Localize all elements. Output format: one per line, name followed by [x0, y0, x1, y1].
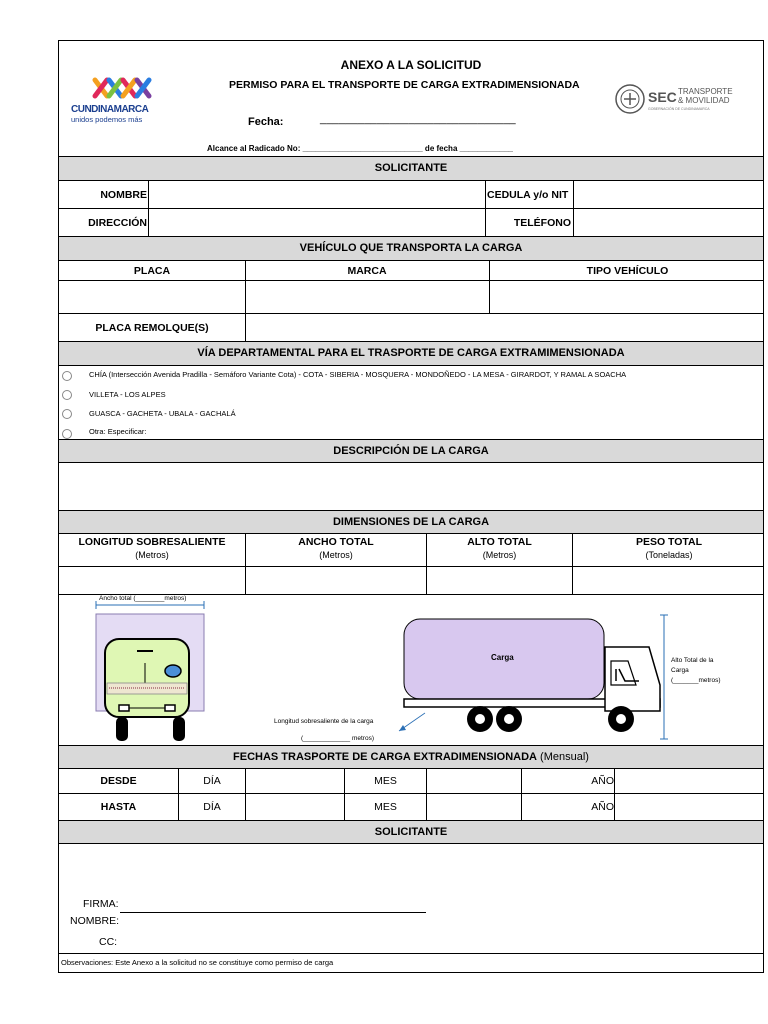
via-option-1-radio[interactable]	[62, 371, 72, 381]
sec-line3: GOBERNACIÓN DE CUNDINAMARCA	[648, 107, 710, 111]
peso-header	[573, 534, 765, 566]
solicitante-band: SOLICITANTE	[59, 157, 763, 180]
direccion-field[interactable]	[149, 209, 484, 236]
longitud-metros-label: (_____________ metros)	[301, 735, 374, 742]
direccion-label: DIRECCIÓN	[88, 216, 147, 229]
longitud-field[interactable]	[59, 567, 245, 594]
alto-total-label-2: Carga	[671, 667, 689, 674]
firma-nombre-label: NOMBRE:	[70, 915, 120, 927]
ancho-unit: (Metros)	[319, 550, 353, 560]
via-option-4-radio[interactable]	[62, 429, 72, 439]
tipo-vehiculo-header: TIPO VEHÍCULO	[586, 264, 669, 277]
firma-band: SOLICITANTE	[59, 821, 763, 843]
coat-of-arms-icon	[614, 83, 646, 115]
hasta-anio-label: AÑO	[591, 801, 614, 813]
placa-header: PLACA	[133, 264, 171, 277]
fechas-band-title: FECHAS TRASPORTE DE CARGA EXTRADIMENSIONADA	[233, 751, 537, 763]
desde-label: DESDE	[100, 775, 137, 787]
via-option-3: GUASCA - GACHETA - UBALA - GACHALÁ	[89, 409, 236, 418]
longitud-title: LONGITUD SOBRESALIENTE	[78, 536, 226, 548]
peso-title: PESO TOTAL	[635, 536, 703, 548]
alto-field[interactable]	[427, 567, 572, 594]
cedula-label: CEDULA y/o NIT	[487, 188, 569, 201]
logo-name: CUNDINAMARCA	[71, 104, 149, 115]
fecha-label: Fecha:	[248, 116, 284, 128]
via-option-4: Otra: Especificar:	[89, 427, 147, 436]
logo-tagline: unidos podemos más	[71, 115, 143, 124]
alto-total-label-3: (_______metros)	[671, 677, 721, 684]
desde-anio-label: AÑO	[591, 775, 614, 787]
fechas-band-mensual: (Mensual)	[536, 751, 589, 763]
via-band: VÍA DEPARTAMENTAL PARA EL TRASPORTE DE CARGA EXTRAMIMENSIONADA	[59, 342, 763, 365]
form-title: ANEXO A LA SOLICITUD	[340, 58, 482, 72]
hasta-mes-field[interactable]	[427, 794, 521, 820]
descripcion-band: DESCRIPCIÓN DE LA CARGA	[59, 440, 763, 462]
longitud-unit: (Metros)	[135, 550, 169, 560]
desde-mes-label: MES	[374, 775, 397, 787]
alto-header	[427, 534, 572, 566]
observaciones-note: Observaciones: Este Anexo a la solicitud no se constituye como permiso de carga	[61, 958, 334, 967]
cundinamarca-emblem-icon	[87, 74, 167, 102]
ancho-header	[246, 534, 426, 566]
desde-dia-label: DÍA	[203, 775, 221, 787]
via-option-2: VILLETA - LOS ALPES	[89, 390, 166, 399]
permit-form	[58, 40, 764, 973]
peso-unit: (Toneladas)	[645, 550, 693, 560]
carga-label: Carga	[491, 653, 514, 662]
dimensiones-band: DIMENSIONES DE LA CARGA	[59, 511, 763, 533]
firma-line[interactable]	[120, 912, 426, 913]
peso-field[interactable]	[573, 567, 763, 594]
cedula-field[interactable]	[574, 181, 763, 208]
desde-anio-field[interactable]	[615, 769, 763, 793]
longitud-sobresaliente-label: Longitud sobresaliente de la carga	[274, 718, 374, 725]
sec-logo	[614, 83, 734, 123]
placa-remolque-label: PLACA REMOLQUE(S)	[95, 321, 209, 334]
sec-line2: & MOVILIDAD	[678, 96, 730, 105]
ancho-total-label: Ancho total (________metros)	[99, 595, 187, 602]
longitud-header	[59, 534, 245, 566]
sec-label: SEC	[648, 89, 677, 105]
alto-title: ALTO TOTAL	[467, 536, 532, 548]
telefono-field[interactable]	[574, 209, 763, 236]
via-option-1: CHÍA (Intersección Avenida Pradilla - Semáforo Variante Cota) - COTA - SIBERIA - MOSQUERA - MONDOÑEDO - LA MESA - GIRARDOT, Y RAMAL A SOACHA	[89, 370, 627, 379]
fechas-band	[59, 746, 763, 768]
alcance-radicado: Alcance al Radicado No: ___________________________ de fecha ____________	[207, 144, 514, 153]
hasta-anio-field[interactable]	[615, 794, 763, 820]
fecha-field[interactable]: _______________________________	[320, 113, 516, 125]
ancho-title: ANCHO TOTAL	[298, 536, 374, 548]
via-option-3-radio[interactable]	[62, 409, 72, 419]
firma-label: FIRMA:	[83, 898, 119, 910]
desde-dia-field[interactable]	[246, 769, 344, 793]
alto-total-label-1: Alto Total de la	[671, 657, 714, 664]
descripcion-field[interactable]	[59, 463, 763, 510]
marca-field[interactable]	[246, 281, 488, 313]
sec-line1: TRANSPORTE	[678, 87, 733, 96]
tipo-vehiculo-field[interactable]	[490, 281, 763, 313]
form-subtitle: PERMISO PARA EL TRANSPORTE DE CARGA EXTRADIMENSIONADA	[229, 79, 580, 91]
hasta-dia-field[interactable]	[246, 794, 344, 820]
hasta-mes-label: MES	[374, 801, 397, 813]
hasta-dia-label: DÍA	[203, 801, 221, 813]
nombre-label: NOMBRE	[100, 188, 147, 201]
alto-unit: (Metros)	[482, 550, 517, 560]
firma-cc-label: CC:	[99, 936, 118, 948]
hasta-label: HASTA	[100, 801, 137, 813]
marca-header: MARCA	[347, 264, 387, 277]
placa-field[interactable]	[59, 281, 245, 313]
telefono-label: TELÉFONO	[513, 216, 571, 229]
nombre-field[interactable]	[149, 181, 484, 208]
ancho-field[interactable]	[246, 567, 426, 594]
placa-remolque-field[interactable]	[246, 314, 763, 341]
vehicle-diagram	[59, 595, 763, 745]
cundinamarca-logo	[69, 74, 189, 124]
desde-mes-field[interactable]	[427, 769, 521, 793]
vehiculo-band: VEHÍCULO QUE TRANSPORTA LA CARGA	[59, 237, 763, 260]
via-option-2-radio[interactable]	[62, 390, 72, 400]
truck-diagram-svg	[59, 595, 763, 745]
